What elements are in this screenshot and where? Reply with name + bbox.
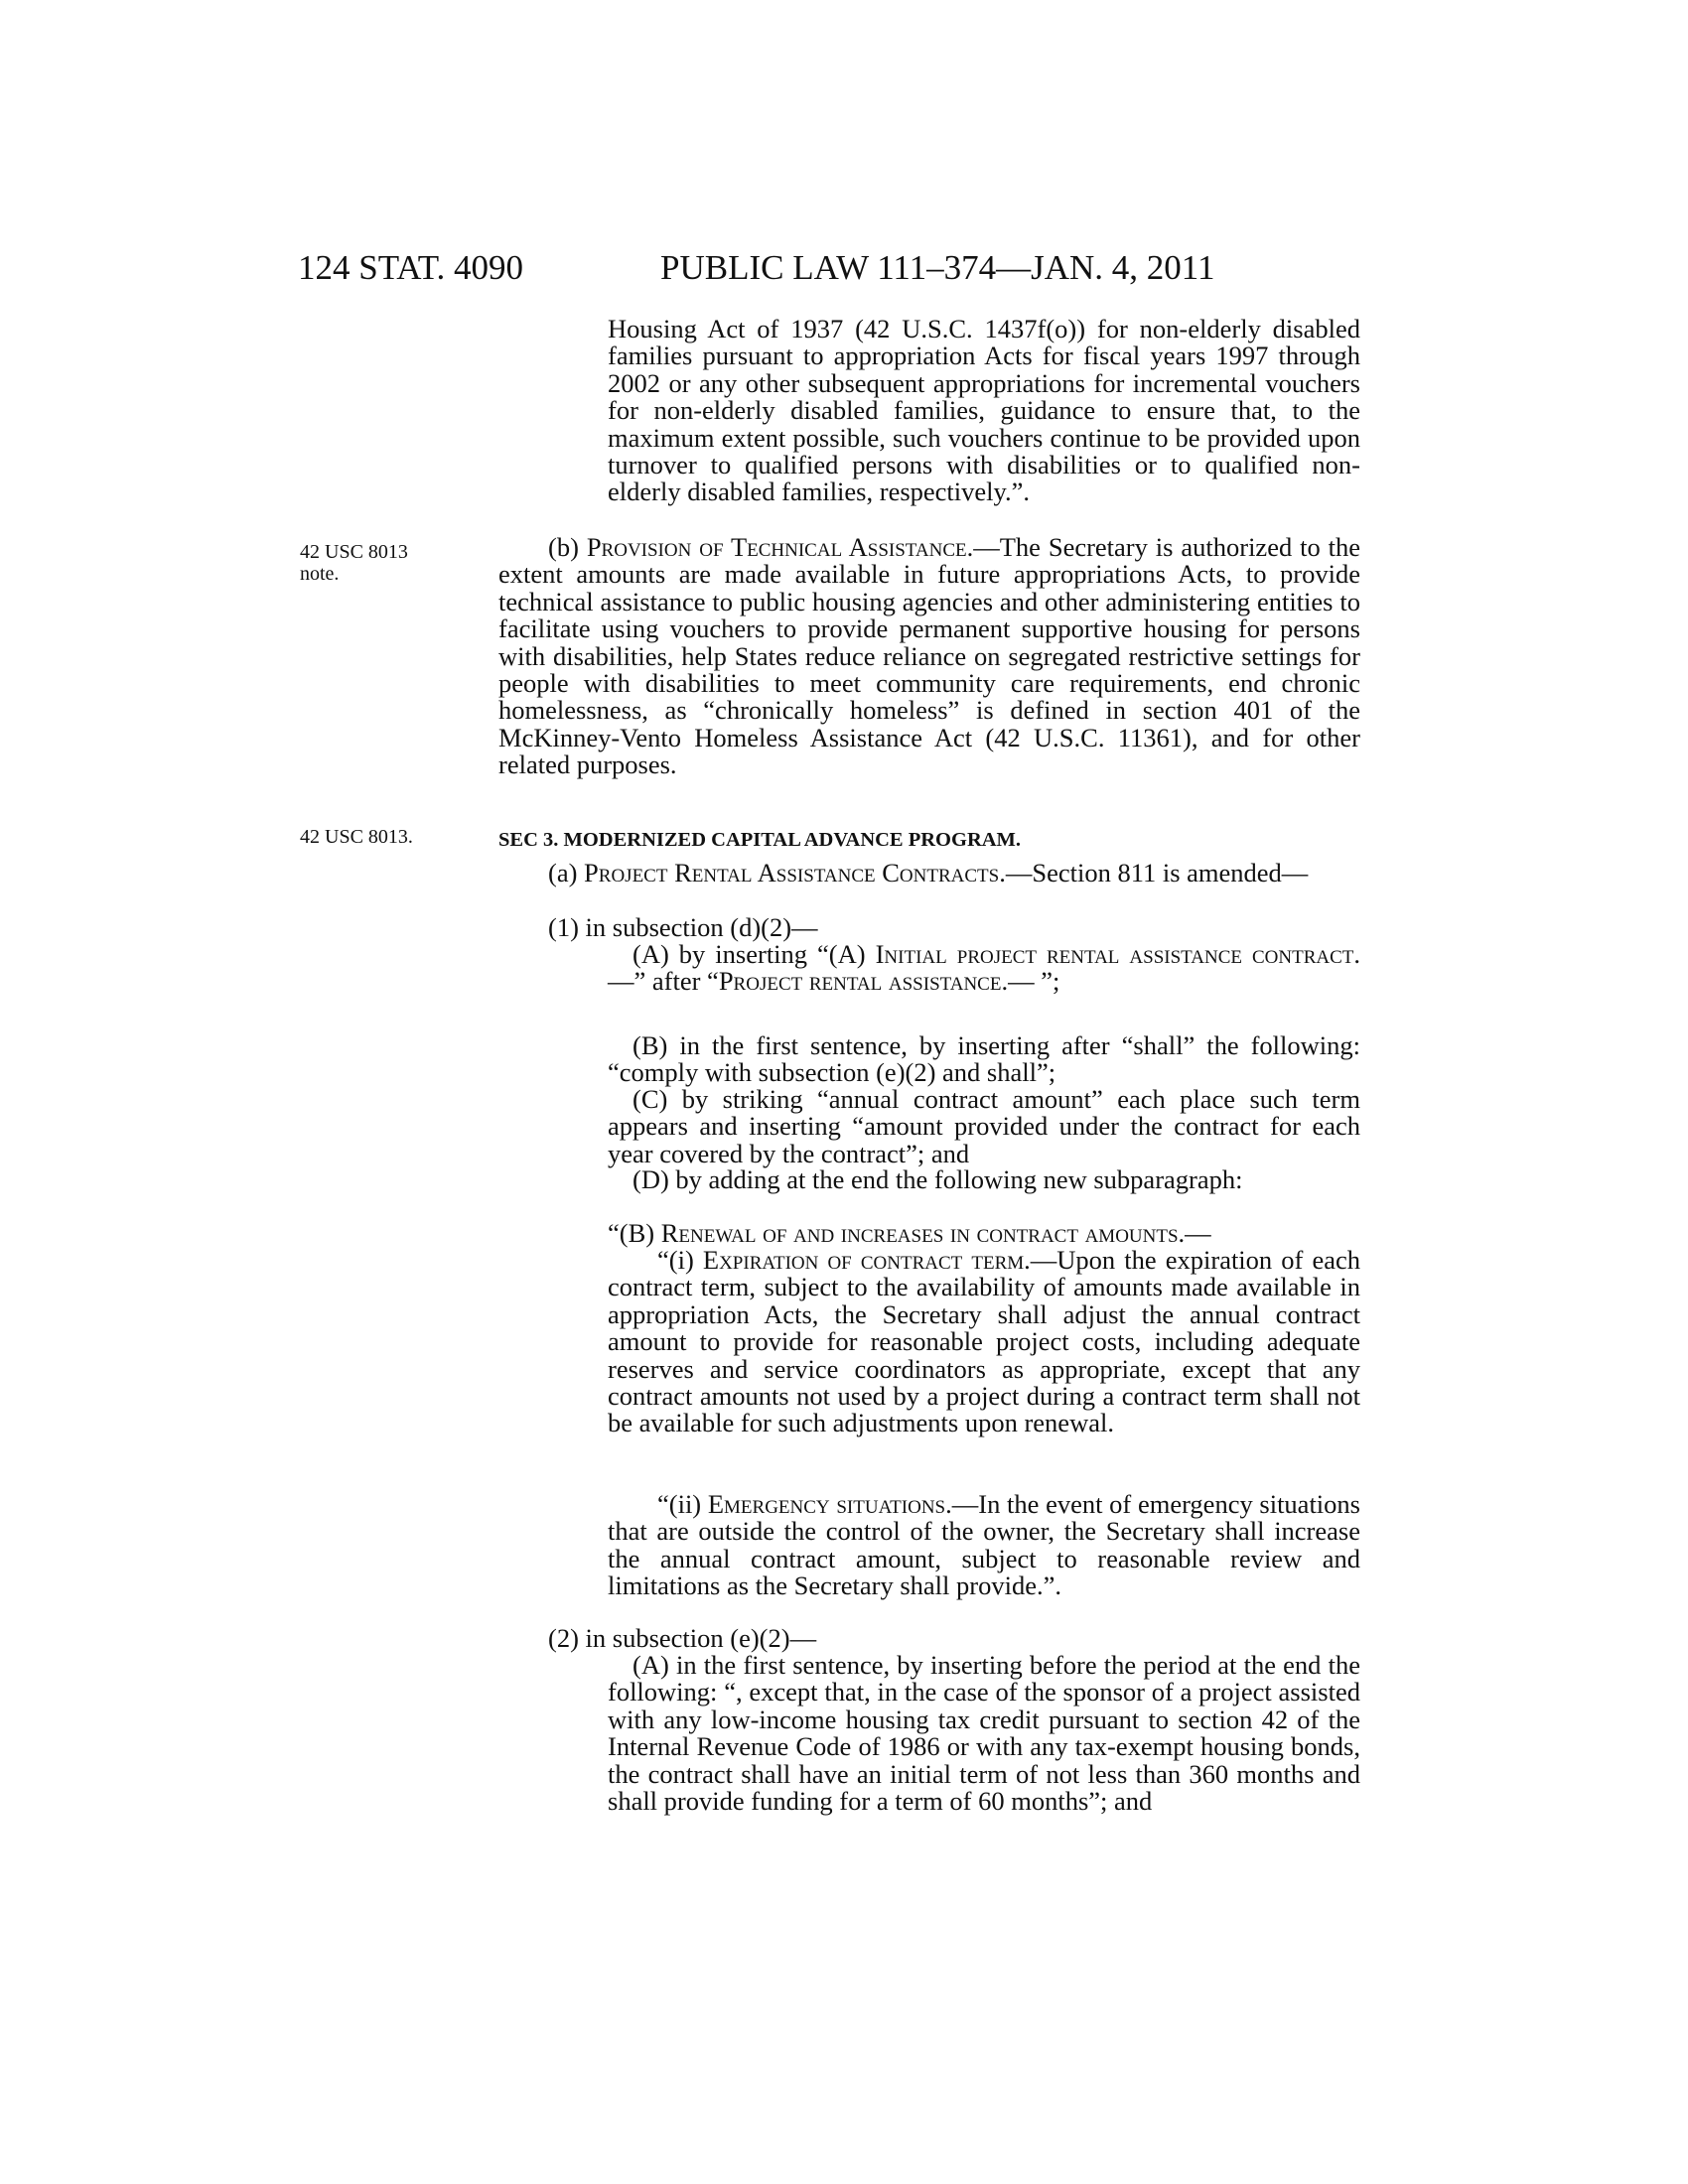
quoted-subparagraph-B: [608, 1220, 1360, 1247]
item-lead: (A) by inserting “(A): [633, 939, 876, 969]
item-1-C: [608, 1086, 1360, 1167]
item-text: (D) by adding at the end the following new subparagraph:: [633, 1164, 1243, 1194]
item-heading-2: Project rental assistance.: [718, 966, 1009, 997]
clause-body: —In the event of emergency situations that are outside the control of the owner, the Secretary shall increase the annual contract amount, subject to reasonable review and limitations as the Secretary shall provide.”.: [608, 1489, 1360, 1601]
clause-heading: Expiration of contract term.: [702, 1245, 1031, 1275]
margin-note-line: note.: [300, 563, 340, 585]
item-mid: —” after “: [608, 966, 719, 997]
item-1-A: [608, 941, 1360, 996]
paragraph-continued: [608, 316, 1360, 506]
quoted-clause-ii: [608, 1491, 1360, 1600]
subsection-heading: Project Rental Assistance Contracts.: [584, 858, 1006, 887]
paragraph-body: —The Secretary is authorized to the extent amounts are made available in future appropriations Acts, to provide technical assistance to public housing agencies and other administering entities to facilitate using vouchers to provide permanent supportive housing for persons with disabilities, help States reduce reliance on segregated restrictive settings for people with disabilities to meet community care requirements, end chronic homelessness, as “chronically homeless” is defined in section 401 of the McKinney-Vento Homeless Assistance Act (42 U.S.C. 11361), and for other related purposes.: [498, 532, 1361, 780]
item-end: — ”;: [1008, 966, 1060, 997]
subsection-a: [498, 860, 1360, 887]
clause-lead: “(i): [657, 1245, 703, 1275]
public-law-title: PUBLIC LAW 111–374—JAN. 4, 2011: [660, 248, 1215, 287]
item-text: (B) in the first sentence, by inserting after “shall” the following: “comply with subsection (e)(2) and shall”;: [608, 1030, 1360, 1088]
quoted-clause-i: [608, 1247, 1360, 1437]
item-2-A: [608, 1652, 1360, 1815]
paragraph-lead: (b): [548, 532, 587, 562]
clause-heading: Emergency situations.: [707, 1489, 952, 1519]
clause-body: —Upon the expiration of each contract term, subject to the availability of amounts made available in appropriation Acts, the Secretary shall adjust the annual contract amount to provide for reasonable project costs, including adequate reserves and service coordinators as appropriate, except that any contract amounts not used by a project during a contract term shall not be available for such adjustments upon renewal.: [608, 1245, 1360, 1438]
item-text: (A) in the first sentence, by inserting before the period at the end the following: “, except that, in the case of the sponsor of a project assisted with any low-income housing tax credit pursuant to section 42 of the Internal Revenue Code of 1986 or with any tax-exempt housing bonds, the contract shall have an initial term of not less than 360 months and shall provide funding for a term of 60 months”; and: [608, 1650, 1360, 1817]
page-header: [0, 248, 1688, 298]
paragraph-heading: Provision of Technical Assistance.: [586, 532, 974, 562]
item-text: (2) in subsection (e)(2)—: [548, 1623, 817, 1653]
clause-lead: “(ii): [657, 1489, 708, 1519]
statute-page-number: 124 STAT. 4090: [298, 248, 523, 287]
quote-lead: “(B): [608, 1218, 661, 1248]
item-2: [548, 1625, 1360, 1652]
paragraph-b: [498, 534, 1360, 779]
item-1: [548, 914, 1360, 941]
quote-end: —: [1185, 1218, 1211, 1248]
subsection-lead: (a): [548, 858, 585, 887]
quote-heading: Renewal of and increases in contract amounts.: [660, 1218, 1186, 1248]
margin-note-usc-note: [300, 541, 449, 585]
subsection-body: —Section 811 is amended—: [1005, 858, 1309, 887]
paragraph-text: Housing Act of 1937 (42 U.S.C. 1437f(o)) for non-elderly disabled families pursuant to appropriation Acts for fiscal years 1997 through 2002 or any other subsequent appropriations for incremental vouchers for non-elderly disabled families, guidance to ensure that, to the maximum extent possible, such vouchers continue to be provided upon turnover to qualified persons with disabilities or to qualified non-elderly disabled families, respectively.”.: [608, 314, 1360, 507]
item-1-B: [608, 1032, 1360, 1087]
section-heading: [498, 828, 1360, 852]
item-text: (C) by striking “annual contract amount” each place such term appears and inserting “amount provided under the contract for each year covered by the contract”; and: [608, 1084, 1360, 1168]
section-title: SEC 3. MODERNIZED CAPITAL ADVANCE PROGRAM.: [498, 829, 1022, 851]
item-text: (1) in subsection (d)(2)—: [548, 912, 818, 942]
item-1-D: [608, 1166, 1360, 1193]
margin-note-line: 42 USC 8013: [300, 541, 408, 563]
margin-note-usc: 42 USC 8013.: [300, 826, 413, 848]
item-heading: Initial project rental assistance contract.: [875, 939, 1360, 969]
